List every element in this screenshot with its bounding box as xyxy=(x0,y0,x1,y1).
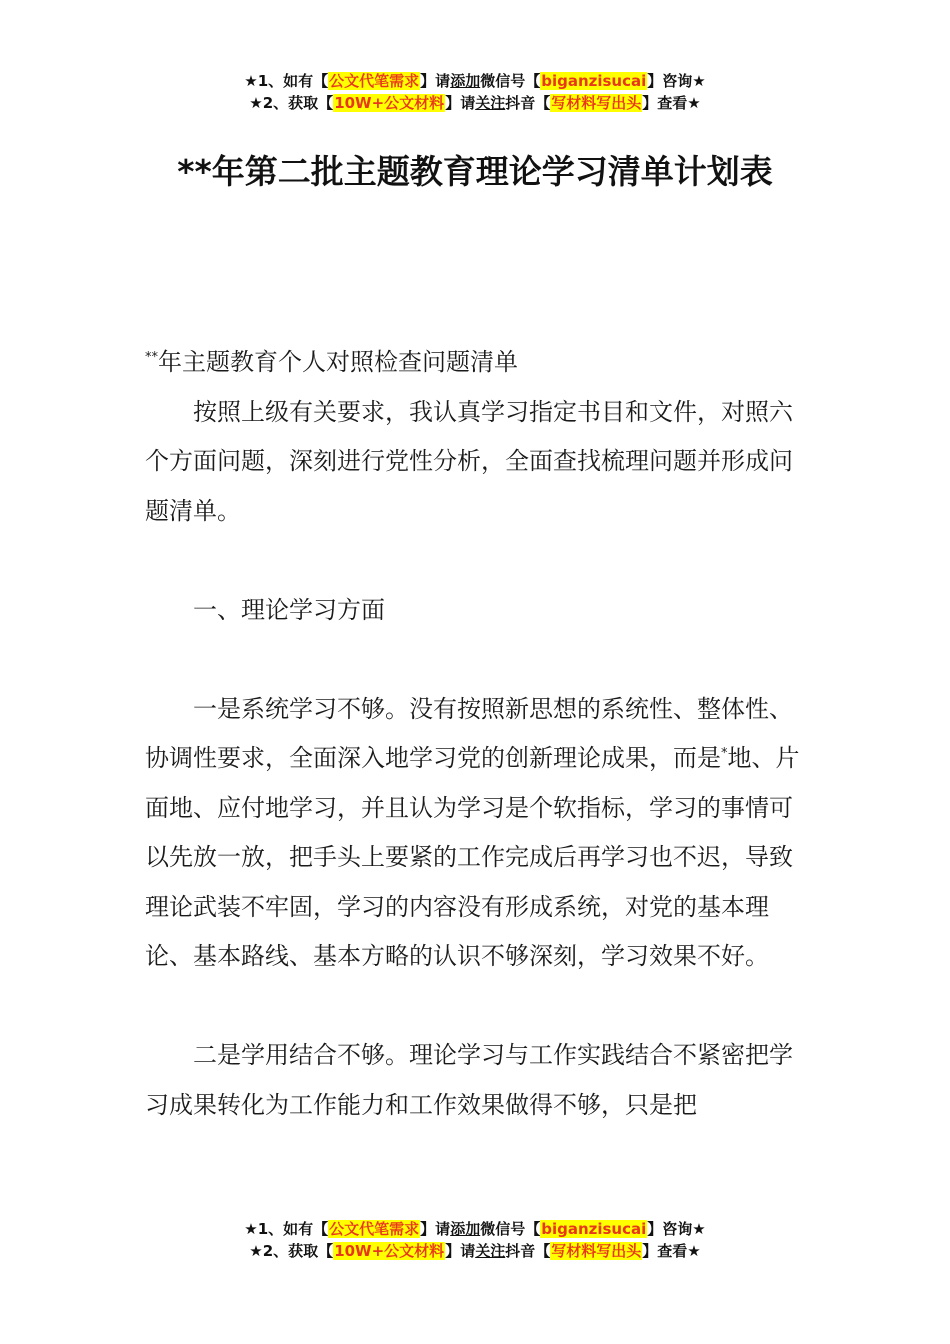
paragraph-1 xyxy=(145,685,810,982)
subtitle-prefix: ** xyxy=(145,350,158,365)
header-banner xyxy=(0,70,950,114)
banner-text: 抖音【 xyxy=(505,1242,551,1260)
banner-text: 】请 xyxy=(445,94,476,112)
document-subtitle xyxy=(145,338,810,388)
banner-line-1 xyxy=(0,1218,950,1240)
banner-douyin-id: 写材料写出头 xyxy=(551,1242,642,1260)
banner-highlight: 公文代笔需求 xyxy=(329,1220,420,1238)
banner-text: 】查看★ xyxy=(642,94,701,112)
banner-text: ★1、如有【 xyxy=(244,72,329,90)
banner-wechat-id: biganzisucai xyxy=(541,72,647,90)
section-heading: 一、理论学习方面 xyxy=(193,595,385,624)
intro-paragraph: 按照上级有关要求，我认真学习指定书目和文件，对照六个方面问题，深刻进行党性分析，全面查找梳理问题并形成问题清单。 xyxy=(145,397,793,525)
paragraph-mark: * xyxy=(721,746,728,761)
paragraph-text: 一是系统学习不够。没有按照新思想的系统性、整体性、协调性要求，全面深入地学习党的创新理论成果，而是 xyxy=(145,694,793,772)
banner-line-1 xyxy=(0,70,950,92)
paragraph-text: 地、片面地、应付地学习，并且认为学习是个软指标，学习的事情可以先放一放，把手头上要紧的工作完成后再学习也不迟，导致理论武装不牢固，学习的内容没有形成系统，对党的基本理论、基本路线、基本方略的认识不够深刻，学习效果不好。 xyxy=(145,744,800,970)
banner-text: 】咨询★ xyxy=(647,1220,706,1238)
paragraph-2: 二是学用结合不够。理论学习与工作实践结合不紧密把学习成果转化为工作能力和工作效果做得不够，只是把 xyxy=(145,1041,793,1119)
banner-underline: 添加 xyxy=(450,72,481,90)
banner-text: 微信号【 xyxy=(480,1220,541,1238)
banner-text: ★2、获取【 xyxy=(249,1242,334,1260)
footer-banner xyxy=(0,1218,950,1262)
banner-text: 】咨询★ xyxy=(647,72,706,90)
banner-text: 】请 xyxy=(420,1220,451,1238)
banner-douyin-id: 写材料写出头 xyxy=(551,94,642,112)
banner-text: 】请 xyxy=(420,72,451,90)
banner-text: 】查看★ xyxy=(642,1242,701,1260)
document-body xyxy=(145,338,810,1130)
banner-highlight: 10W+公文材料 xyxy=(334,1242,445,1260)
banner-underline: 关注 xyxy=(475,1242,506,1260)
subtitle-text: 年主题教育个人对照检查问题清单 xyxy=(158,348,518,376)
banner-line-2 xyxy=(0,92,950,114)
banner-text: ★2、获取【 xyxy=(249,94,334,112)
banner-highlight: 公文代笔需求 xyxy=(329,72,420,90)
banner-underline: 添加 xyxy=(450,1220,481,1238)
banner-wechat-id: biganzisucai xyxy=(541,1220,647,1238)
banner-line-2 xyxy=(0,1240,950,1262)
banner-text: 抖音【 xyxy=(505,94,551,112)
page-title: **年第二批主题教育理论学习清单计划表 xyxy=(177,152,773,191)
banner-underline: 关注 xyxy=(475,94,506,112)
banner-text: 】请 xyxy=(445,1242,476,1260)
banner-highlight: 10W+公文材料 xyxy=(334,94,445,112)
banner-text: 微信号【 xyxy=(480,72,541,90)
banner-text: ★1、如有【 xyxy=(244,1220,329,1238)
